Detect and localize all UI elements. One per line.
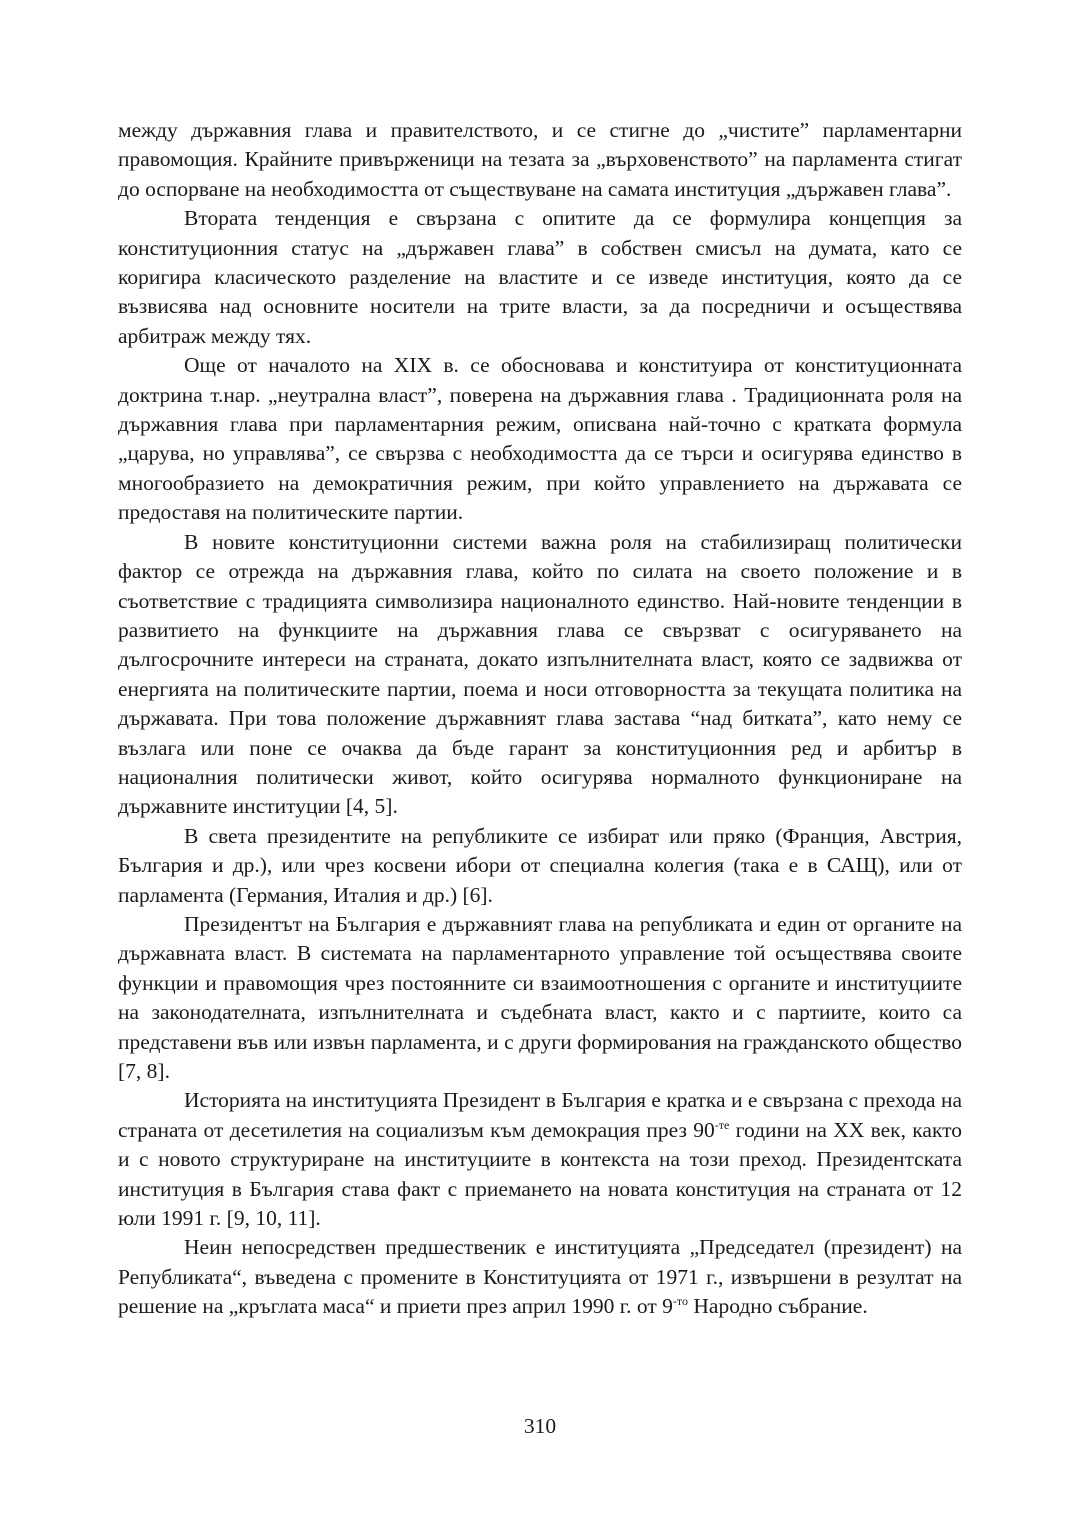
paragraph-4: В новите конституционни системи важна роля на стабилизиращ политически фактор се отрежда на държавния глава, който по силата на своето положение и в съответствие с традицията символизира националното единство. Най-новите тенденции в развитието на функциите на държавния глава се свързват с осигуряването на дългосрочните интереси на страната, докато изпълнителната власт, която се задвижва от енергията на политическите партии, поема и носи отговорността за текущата политика на държавата. При това положение държавният глава застава “над битката”, като нему се възлага или поне се очаква да бъде гарант за конституционния ред и арбитър в националния политически живот, който осигурява нормалното функциониране на държавните институции [4, 5]. (118, 529, 962, 819)
paragraph-7-superscript: -те (714, 1117, 730, 1132)
paragraph-8-superscript: -то (672, 1294, 688, 1309)
document-body (118, 116, 962, 1322)
paragraph-7-text-b: години на XX век, както и с новото структуриране на институциите в контекста на този преход. Президентската институция в България става факт с приемането на новата конституция на страната от 12 юли 1991 г. [9, 10, 11]. (118, 1117, 962, 1231)
paragraph-7-text-a: Историята на институцията Президент в България е кратка и е свързана с прехода на страната от десетилетия на социализъм към демокрация през 90 (118, 1088, 962, 1142)
paragraph-1: между държавния глава и правителството, и се стигне до „чистите” парламентарни правомощия. Крайните привърженици на тезата за „върховенството” на парламента стигат до оспорване на необходимостта от съществуване на самата институция „държавен глава”. (118, 118, 962, 201)
page-number: 310 (523, 1414, 557, 1438)
paragraph-3: Още от началото на XIX в. се обосновава и конституира от конституционната доктрина т.нар. „неутрална власт”, поверена на държавния глава . Традиционната роля на държавния глава при парламентарния режим, описвана най-точно с кратката формула „царува, но управлява”, се свързва с необходимостта да се търси и осигурява единство в многообразието на демократичния режим, при който управлението на държавата се предоставя на политическите партии. (118, 353, 962, 525)
paragraph-7 (118, 1086, 962, 1233)
paragraph-8-text-a: Неин непосредствен предшественик е институцията „Председател (президент) на Републиката“, въведена с промените в Конституцията от 1971 г., извършени в резултат на решение на „кръглата маса“ и приети през април 1990 г. от 9 (118, 1235, 962, 1319)
paragraph-8-text-b: Народно събрание. (688, 1294, 868, 1319)
paragraph-5: В света президентите на републиките се избират или пряко (Франция, Австрия, България и др.), или чрез косвени ибори от специална колегия (така е в САЩ), или от парламента (Германия, Италия и др.) [6]. (118, 823, 962, 907)
paragraph-6: Президентът на България е държавният глава на републиката и един от органите на държавната власт. В системата на парламентарното управление той осъществява своите функции и правомощия чрез постоянните си взаимоотношения с органите и институциите на законодателната, изпълнителната и съдебната власт, както и с партиите, които са представени във или извън парламента, и с други формирования на гражданското общество [7, 8]. (118, 911, 962, 1083)
paragraph-2: Втората тенденция е свързана с опитите да се формулира концепция за конституционния статус на „държавен глава” в собствен смисъл на думата, като се коригира класическото разделение на властите и се изведе институция, която да се възвисява над основните носители на трите власти, за да посредничи и осъществява арбитраж между тях. (118, 206, 962, 348)
paragraph-8 (118, 1233, 962, 1321)
